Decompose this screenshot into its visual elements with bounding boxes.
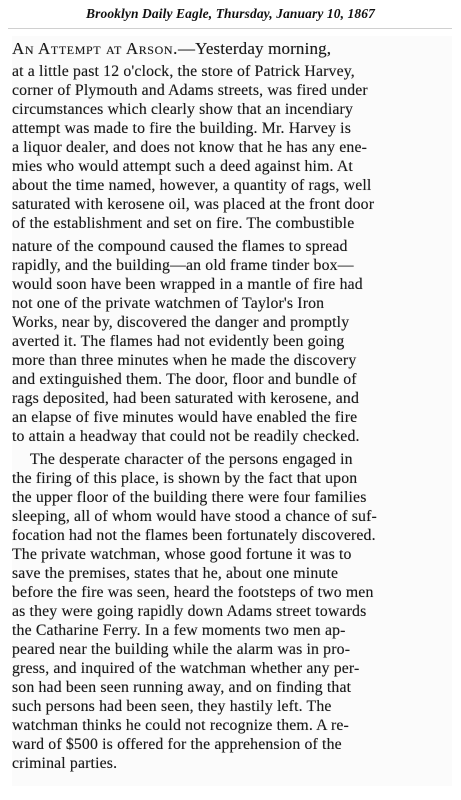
article-line: sleeping, all of whom would have stood a chance of suf-: [12, 508, 377, 525]
article-line: save the premises, states that he, about one minute: [12, 565, 339, 582]
article-line: The desperate character of the persons engaged in: [30, 451, 353, 468]
article-line: more than three minutes when he made the discovery: [12, 352, 357, 369]
article-line: saturated with kerosene oil, was placed at the front door: [12, 196, 375, 213]
article-line: the upper floor of the building there were four families: [12, 489, 367, 506]
article-line: mies who would attempt such a deed against him. At: [12, 158, 353, 175]
headline-lead-text: —Yesterday morning,: [177, 39, 332, 58]
newspaper-caption: Brooklyn Daily Eagle, Thursday, January 10, 1867: [86, 6, 375, 21]
article-line: focation had not the flames been fortunately discovered.: [12, 527, 376, 544]
article-line: at a little past 12 o'clock, the store of Patrick Harvey,: [12, 63, 355, 80]
article-line: The private watchman, whose good fortune it was to: [12, 546, 352, 563]
article-line: averted it. The flames had not evidently been going: [12, 333, 345, 350]
article-line: watchman thinks he could not recognize them. A re-: [12, 717, 349, 734]
article-line: peared near the building while the alarm was in pro-: [12, 641, 351, 658]
article-line: the firing of this place, is shown by the fact that upon: [12, 470, 358, 487]
article-line: such persons had been seen, they hastily left. The: [12, 698, 332, 715]
caption-divider: [8, 28, 452, 29]
article-line: son had been seen running away, and on finding that: [12, 679, 352, 696]
article-line: of the establishment and set on fire. The combustible: [12, 215, 355, 232]
article-line: gress, and inquired of the watchman whether any per-: [12, 660, 360, 677]
article-line: not one of the private watchmen of Taylor's Iron: [12, 295, 325, 312]
article-line: and extinguished them. The door, floor and bundle of: [12, 371, 357, 388]
article-line: before the fire was seen, heard the footsteps of two men: [12, 584, 374, 601]
headline-line: [12, 38, 452, 59]
article-line: attempt was made to fire the building. Mr. Harvey is: [12, 120, 352, 137]
article-line: the Catharine Ferry. In a few moments two men ap-: [12, 622, 346, 639]
article-line: criminal parties.: [12, 755, 118, 772]
article-line: an elapse of five minutes would have enabled the fire: [12, 409, 358, 426]
article-line: as they were going rapidly down Adams street towards: [12, 603, 367, 620]
article-line: ward of $500 is offered for the apprehension of the: [12, 736, 342, 753]
article-line: nature of the compound caused the flames to spread: [12, 238, 348, 255]
article-line: rags deposited, had been saturated with kerosene, and: [12, 390, 360, 407]
article-line: Works, near by, discovered the danger and promptly: [12, 314, 350, 331]
article-line: corner of Plymouth and Adams streets, was fired under: [12, 82, 368, 99]
article-headline: An Attempt at Arson.: [12, 39, 178, 58]
article-line: a liquor dealer, and does not know that he has any ene-: [12, 139, 368, 156]
article-line: circumstances which clearly show that an incendiary: [12, 101, 354, 118]
article-line: rapidly, and the building—an old frame tinder box—: [12, 257, 354, 274]
article-line: about the time named, however, a quantity of rags, well: [12, 177, 372, 194]
article-clipping: [12, 36, 452, 786]
article-line: to attain a headway that could not be readily checked.: [12, 428, 360, 445]
article-line: would soon have been wrapped in a mantle of fire had: [12, 276, 363, 293]
